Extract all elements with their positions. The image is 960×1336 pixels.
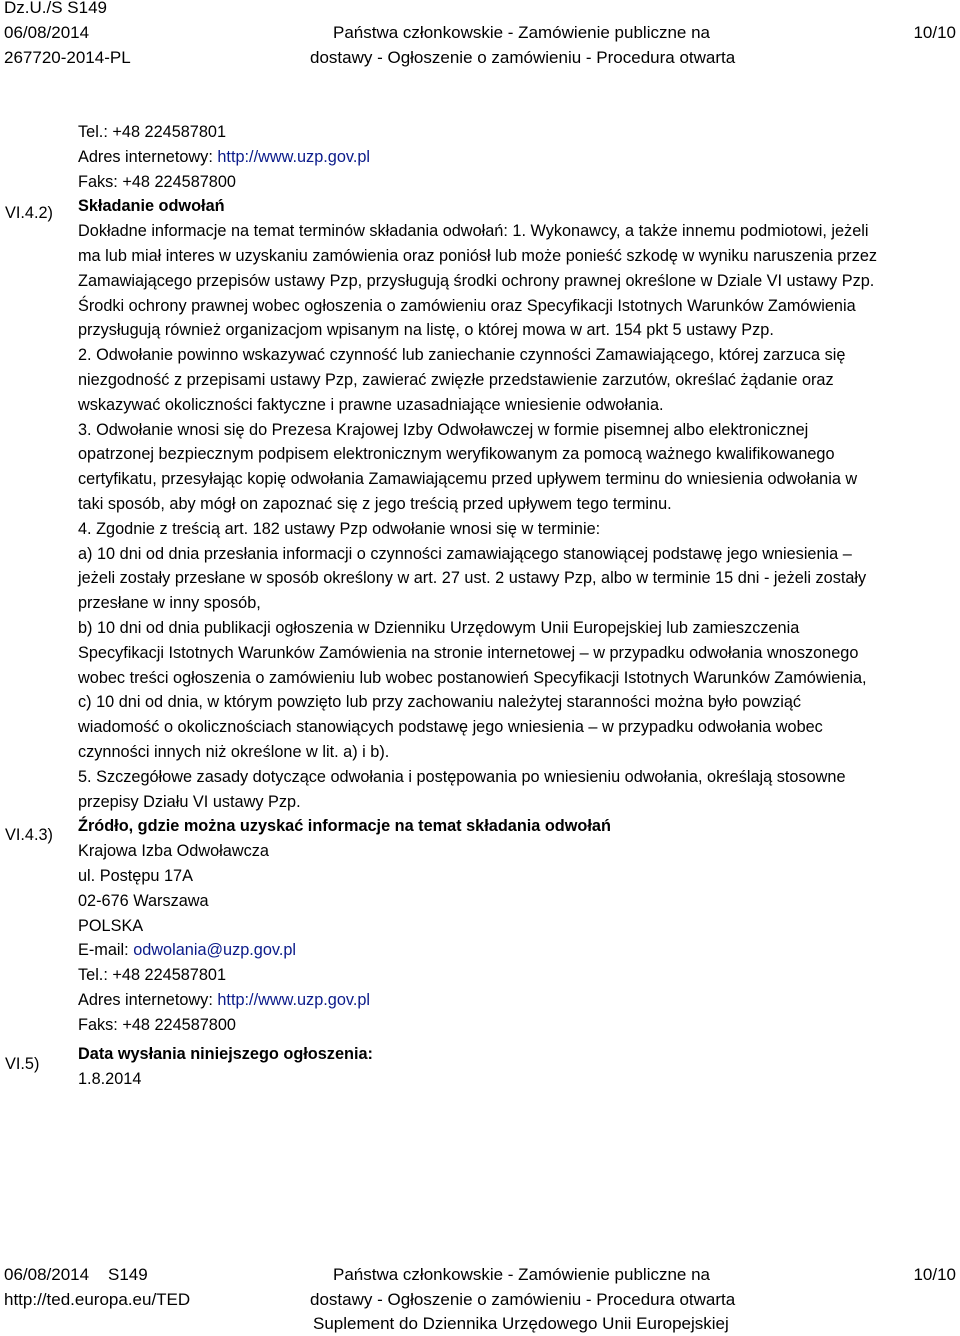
- paragraph-line: ma lub miał interes w uzyskaniu zamówienia oraz poniósł lub może ponieść szkodę w wyniku naruszenia przez: [78, 246, 878, 265]
- paragraph-line: jeżeli zostały przesłane w sposób określony w art. 27 ust. 2 ustawy Pzp, albo w terminie 15 dni - jeżeli zostały: [78, 569, 867, 588]
- paragraph-line: przepisy Działu VI ustawy Pzp.: [78, 792, 301, 811]
- paragraph-line: Środki ochrony prawnej wobec ogłoszenia o zamówieniu oraz Specyfikacji Istotnych Warunków Zamówienia: [78, 296, 856, 315]
- org-country: POLSKA: [78, 916, 144, 935]
- section-number-vi5: VI.5): [5, 1055, 40, 1073]
- header-page-number: 10/10: [913, 23, 956, 42]
- paragraph-line: b) 10 dni od dnia publikacji ogłoszenia w Dzienniku Urzędowym Unii Europejskiej lub zamieszczenia: [78, 618, 800, 637]
- paragraph-line: czynności innych niż określone w lit. a) i b).: [78, 742, 390, 761]
- org-email-label: E-mail:: [78, 941, 134, 960]
- contact-www-link[interactable]: http://www.uzp.gov.pl: [217, 147, 371, 166]
- org-www-link[interactable]: http://www.uzp.gov.pl: [217, 990, 371, 1009]
- contact-www-label: Adres internetowy:: [78, 147, 218, 166]
- section-title-vi43: Źródło, gdzie można uzyskać informacje na temat składania odwołań: [78, 817, 611, 836]
- contact-tel: Tel.: +48 224587801: [78, 123, 227, 141]
- paragraph-line: Zamawiającego przepisów ustawy Pzp, przysługują środki ochrony prawnej określone w Dziale VI ustawy Pzp.: [78, 271, 875, 290]
- paragraph-line: wskazywać okoliczności faktyczne i prawne uzasadniające wniesienie odwołania.: [78, 395, 664, 414]
- org-email: [78, 938, 958, 963]
- paragraph-line: Specyfikacji Istotnych Warunków Zamówienia na stronie internetowej – w przypadku odwołania wnoszonego: [78, 643, 859, 662]
- contact-fax: Faks: +48 224587800: [78, 172, 236, 191]
- footer-page-number: 10/10: [913, 1265, 956, 1284]
- footer-ted-link[interactable]: http://ted.europa.eu/TED: [4, 1290, 191, 1309]
- paragraph-line: 2. Odwołanie powinno wskazywać czynność lub zaniechanie czynności Zamawiającego, której zarzuca się: [78, 346, 846, 365]
- org-tel: Tel.: +48 224587801: [78, 966, 227, 985]
- section-title-vi42: Składanie odwołań: [78, 197, 225, 216]
- section-number-vi42: VI.4.2): [5, 204, 53, 222]
- paragraph-line: opatrzonej bezpiecznym podpisem elektronicznym weryfikowanym za pomocą ważnego kwalifikowanego: [78, 445, 835, 464]
- paragraph-line: 4. Zgodnie z treścią art. 182 ustawy Pzp odwołanie wnosi się w terminie:: [78, 519, 601, 538]
- document-body: [78, 120, 958, 1092]
- header-title-line1: Państwa członkowskie - Zamówienie publiczne na: [333, 23, 711, 42]
- footer-title-line1: Państwa członkowskie - Zamówienie publiczne na: [333, 1265, 711, 1284]
- paragraph-line: taki sposób, aby mógł on zapoznać się z jego treścią przed upływem tego terminu.: [78, 494, 672, 513]
- footer-date-issue: 06/08/2014 S149: [4, 1265, 148, 1284]
- paragraph-line: 3. Odwołanie wnosi się do Prezesa Krajowej Izby Odwoławczej w formie pisemnej albo elektronicznej: [78, 420, 809, 439]
- org-name: Krajowa Izba Odwoławcza: [78, 842, 269, 861]
- contact-www: [78, 145, 958, 170]
- paragraph-line: Dokładne informacje na temat terminów składania odwołań: 1. Wykonawcy, a także innemu podmiotowi, jeżeli: [78, 222, 869, 241]
- header-journal-ref: Dz.U./S S149: [4, 0, 107, 17]
- org-email-link[interactable]: odwolania@uzp.gov.pl: [133, 941, 297, 960]
- header-notice-number: 267720-2014-PL: [4, 48, 131, 67]
- paragraph-line: wobec treści ogłoszenia o zamówieniu lub wobec postanowień Specyfikacji Istotnych Warunków Zamówienia,: [78, 668, 867, 687]
- section-title-vi5: Data wysłania niniejszego ogłoszenia:: [78, 1045, 373, 1064]
- paragraph-line: przysługują również organizacjom wpisanym na listę, o której mowa w art. 154 pkt 5 ustawy Pzp.: [78, 321, 774, 340]
- header-title-line2: dostawy - Ogłoszenie o zamówieniu - Procedura otwarta: [310, 48, 736, 67]
- paragraph-line: certyfikatu, przesyłając kopię odwołania Zamawiającemu przed upływem terminu do wniesienia odwołania w: [78, 470, 858, 489]
- paragraph-line: niezgodność z przepisami ustawy Pzp, zawierać zwięzłe przedstawienie zarzutów, określać żądanie oraz: [78, 370, 834, 389]
- org-www-label: Adres internetowy:: [78, 990, 218, 1009]
- org-city: 02-676 Warszawa: [78, 891, 209, 910]
- paragraph-line: przesłane w inny sposób,: [78, 594, 261, 613]
- org-street: ul. Postępu 17A: [78, 866, 193, 885]
- footer-supplement: Suplement do Dziennika Urzędowego Unii Europejskiej: [313, 1314, 729, 1333]
- header-date: 06/08/2014: [4, 23, 90, 42]
- section-number-vi43: VI.4.3): [5, 826, 53, 844]
- paragraph-line: c) 10 dni od dnia, w którym powzięto lub przy zachowaniu należytej staranności można było powziąć: [78, 693, 802, 712]
- paragraph-line: a) 10 dni od dnia przesłania informacji o czynności zamawiającego stanowiącej podstawę jego wniesienia –: [78, 544, 852, 563]
- footer-title-line2: dostawy - Ogłoszenie o zamówieniu - Procedura otwarta: [310, 1290, 736, 1309]
- org-fax: Faks: +48 224587800: [78, 1015, 236, 1034]
- paragraph-line: 5. Szczegółowe zasady dotyczące odwołania i postępowania po wniesieniu odwołania, określają stosowne: [78, 767, 846, 786]
- org-www: [78, 988, 958, 1013]
- paragraph-line: wiadomość o okolicznościach stanowiących podstawę jego wniesienia – w przypadku odwołania wobec: [78, 718, 823, 737]
- dispatch-date: 1.8.2014: [78, 1070, 142, 1089]
